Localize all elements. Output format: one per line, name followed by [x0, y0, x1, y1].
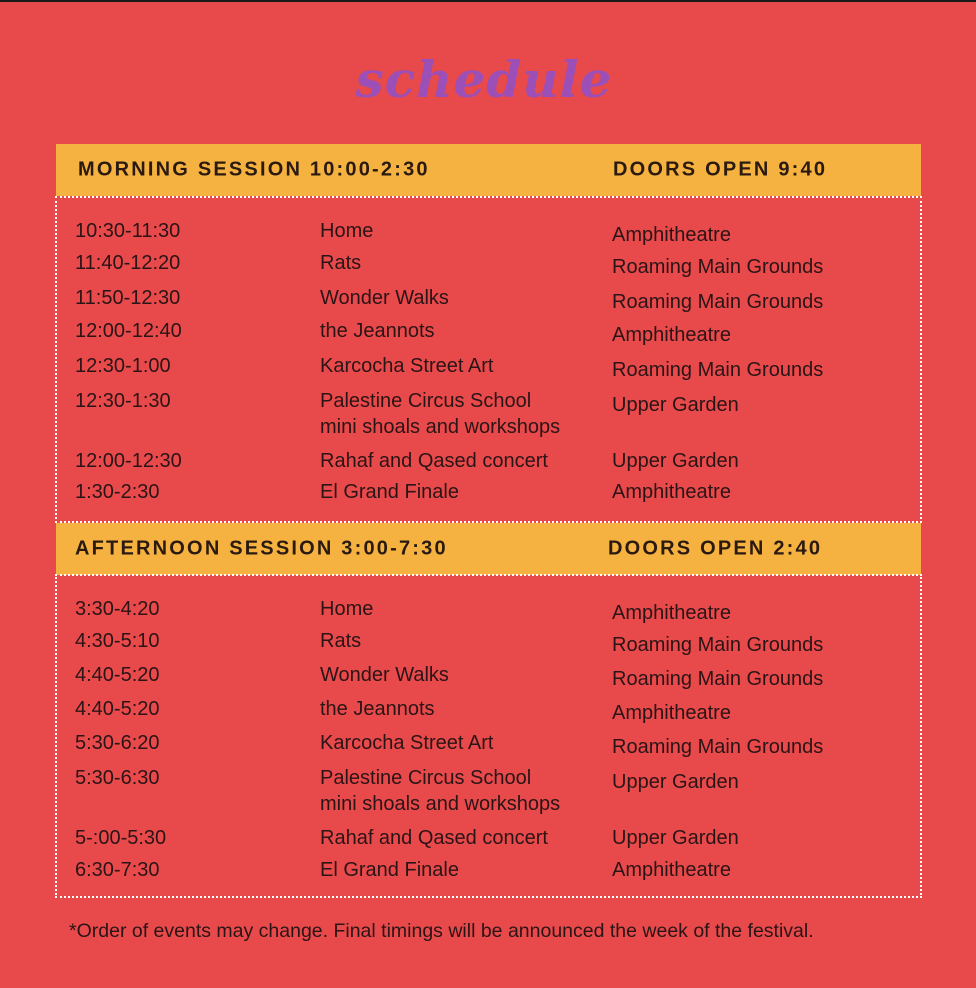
row-venue: Roaming Main Grounds [612, 634, 824, 656]
row-time: 12:30-1:00 [75, 355, 171, 377]
row-venue: Upper Garden [612, 771, 739, 793]
row-time: 1:30-2:30 [75, 481, 160, 503]
row-venue: Amphitheatre [612, 859, 731, 881]
morning-schedule-table [55, 196, 922, 523]
page-title: schedule [355, 50, 613, 109]
row-venue: Amphitheatre [612, 481, 731, 503]
row-event: Karcocha Street Art [320, 355, 494, 377]
afternoon-schedule-table [55, 574, 922, 898]
row-venue: Amphitheatre [612, 702, 731, 724]
afternoon-session-header [56, 523, 921, 575]
row-event: Karcocha Street Art [320, 732, 494, 754]
row-event: El Grand Finale [320, 859, 459, 881]
row-venue: Roaming Main Grounds [612, 256, 824, 278]
row-time: 10:30-11:30 [75, 220, 181, 242]
morning-doors-open: DOORS OPEN 9:40 [613, 158, 828, 181]
row-venue: Amphitheatre [612, 224, 731, 246]
morning-session-title: MORNING SESSION 10:00-2:30 [78, 158, 430, 181]
row-time: 4:40-5:20 [75, 664, 160, 686]
row-event: Home [320, 598, 374, 620]
row-time: 4:40-5:20 [75, 698, 160, 720]
row-venue: Amphitheatre [612, 324, 731, 346]
afternoon-doors-open: DOORS OPEN 2:40 [608, 537, 823, 560]
row-time: 12:00-12:30 [75, 450, 182, 472]
row-event: Rahaf and Qased concert [320, 827, 548, 849]
row-event: Home [320, 220, 374, 242]
row-event: Wonder Walks [320, 664, 449, 686]
row-time: 4:30-5:10 [75, 630, 160, 652]
row-event: Rahaf and Qased concert [320, 450, 548, 472]
row-event: Palestine Circus School [320, 390, 532, 412]
row-event: Rats [320, 252, 362, 274]
row-venue: Upper Garden [612, 827, 739, 849]
row-event: Wonder Walks [320, 287, 449, 309]
row-time: 5:30-6:30 [75, 767, 160, 789]
row-time: 12:00-12:40 [75, 320, 182, 342]
row-venue: Amphitheatre [612, 602, 731, 624]
row-time: 11:40-12:20 [75, 252, 181, 274]
row-venue: Roaming Main Grounds [612, 668, 824, 690]
row-venue: Roaming Main Grounds [612, 291, 824, 313]
row-venue: Roaming Main Grounds [612, 736, 824, 758]
row-venue: Upper Garden [612, 394, 739, 416]
morning-session-header [56, 144, 921, 196]
row-venue: Upper Garden [612, 450, 739, 472]
row-event: the Jeannots [320, 320, 435, 342]
row-time: 12:30-1:30 [75, 390, 171, 412]
top-border-line [0, 0, 976, 2]
row-time: 5-:00-5:30 [75, 827, 167, 849]
footnote: *Order of events may change. Final timings will be announced the week of the festival. [69, 920, 814, 942]
row-time: 6:30-7:30 [75, 859, 160, 881]
row-event-line2: mini shoals and workshops [320, 416, 561, 438]
row-event: the Jeannots [320, 698, 435, 720]
row-time: 3:30-4:20 [75, 598, 160, 620]
afternoon-session-title: AFTERNOON SESSION 3:00-7:30 [75, 537, 448, 560]
row-event: Rats [320, 630, 362, 652]
row-event-line2: mini shoals and workshops [320, 793, 561, 815]
row-time: 5:30-6:20 [75, 732, 160, 754]
row-event: El Grand Finale [320, 481, 459, 503]
row-time: 11:50-12:30 [75, 287, 181, 309]
row-event: Palestine Circus School [320, 767, 532, 789]
row-venue: Roaming Main Grounds [612, 359, 824, 381]
